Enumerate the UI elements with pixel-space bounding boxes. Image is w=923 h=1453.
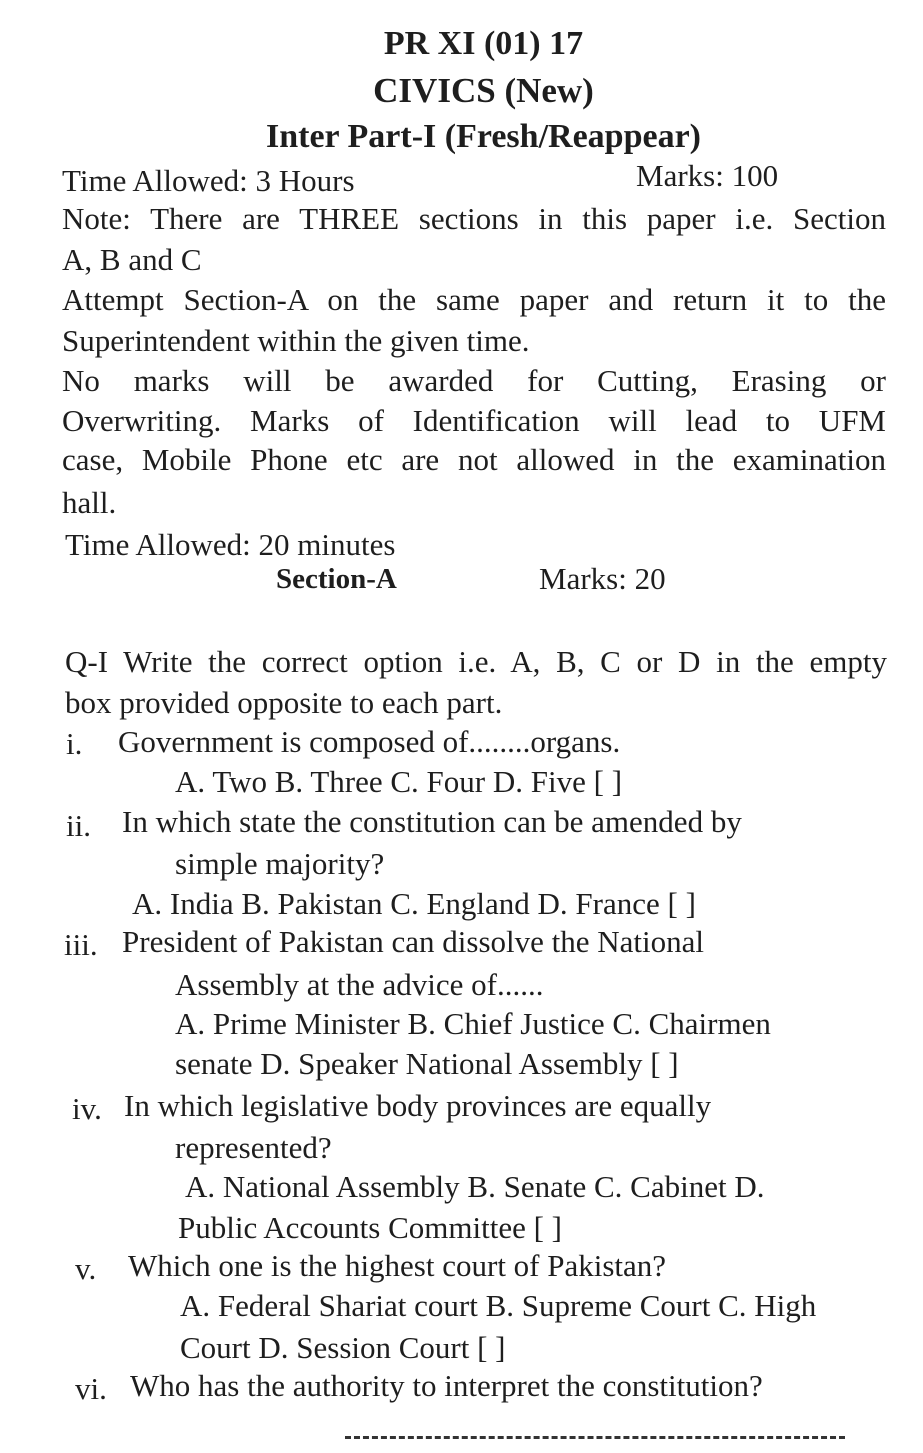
- time-allowed: Time Allowed: 3 Hours: [62, 163, 355, 198]
- item-number: iv.: [72, 1091, 102, 1126]
- paper-code: PR XI (01) 17: [383, 25, 584, 62]
- item-number: iii.: [64, 927, 98, 962]
- note-line: hall.: [62, 485, 117, 520]
- item-number: v.: [75, 1251, 97, 1286]
- item-options: senate D. Speaker National Assembly [ ]: [175, 1046, 679, 1081]
- note-line: Overwriting. Marks of Identification will lead to UFM: [62, 403, 886, 438]
- item-stem: In which legislative body provinces are equally: [124, 1088, 712, 1123]
- item-stem: Government is composed of........organs.: [118, 724, 621, 759]
- item-stem: Who has the authority to interpret the constitution?: [130, 1368, 763, 1403]
- item-options: Court D. Session Court [ ]: [180, 1330, 506, 1365]
- item-options: A. Two B. Three C. Four D. Five [ ]: [175, 764, 623, 799]
- item-number: ii.: [66, 808, 91, 843]
- note-line: No marks will be awarded for Cutting, Erasing or: [62, 363, 886, 398]
- item-stem: In which state the constitution can be amended by: [122, 804, 742, 839]
- exam-part: Inter Part-I (Fresh/Reappear): [266, 118, 701, 155]
- cut-line-divider: [345, 1436, 845, 1439]
- item-options: A. Prime Minister B. Chief Justice C. Chairmen: [175, 1006, 771, 1041]
- question-instruction: Q-I Write the correct option i.e. A, B, C or D in the empty: [65, 644, 887, 679]
- note-line: Attempt Section-A on the same paper and return it to the: [62, 282, 886, 317]
- note-line: case, Mobile Phone etc are not allowed in the examination: [62, 442, 886, 477]
- section-title: Section-A: [276, 563, 397, 595]
- section-time-allowed: Time Allowed: 20 minutes: [65, 527, 396, 562]
- item-stem: Assembly at the advice of......: [175, 967, 544, 1002]
- item-options: A. National Assembly B. Senate C. Cabinet D.: [185, 1169, 765, 1204]
- item-stem: Which one is the highest court of Pakistan?: [128, 1248, 667, 1283]
- subject-title: CIVICS (New): [373, 71, 594, 110]
- section-marks: Marks: 20: [539, 561, 666, 596]
- note-line: Superintendent within the given time.: [62, 323, 530, 358]
- item-number: i.: [66, 726, 83, 761]
- item-options: Public Accounts Committee [ ]: [178, 1210, 563, 1245]
- item-number: vi.: [75, 1371, 107, 1406]
- question-instruction: box provided opposite to each part.: [65, 685, 503, 720]
- note-line: A, B and C: [62, 242, 202, 277]
- item-options: A. Federal Shariat court B. Supreme Court C. High: [180, 1288, 817, 1323]
- note-line: Note: There are THREE sections in this paper i.e. Section: [62, 201, 886, 236]
- item-options: A. India B. Pakistan C. England D. France [ ]: [132, 886, 696, 921]
- item-stem: simple majority?: [175, 846, 385, 881]
- item-stem: represented?: [175, 1130, 332, 1165]
- total-marks: Marks: 100: [636, 158, 779, 193]
- item-stem: President of Pakistan can dissolve the National: [122, 924, 704, 959]
